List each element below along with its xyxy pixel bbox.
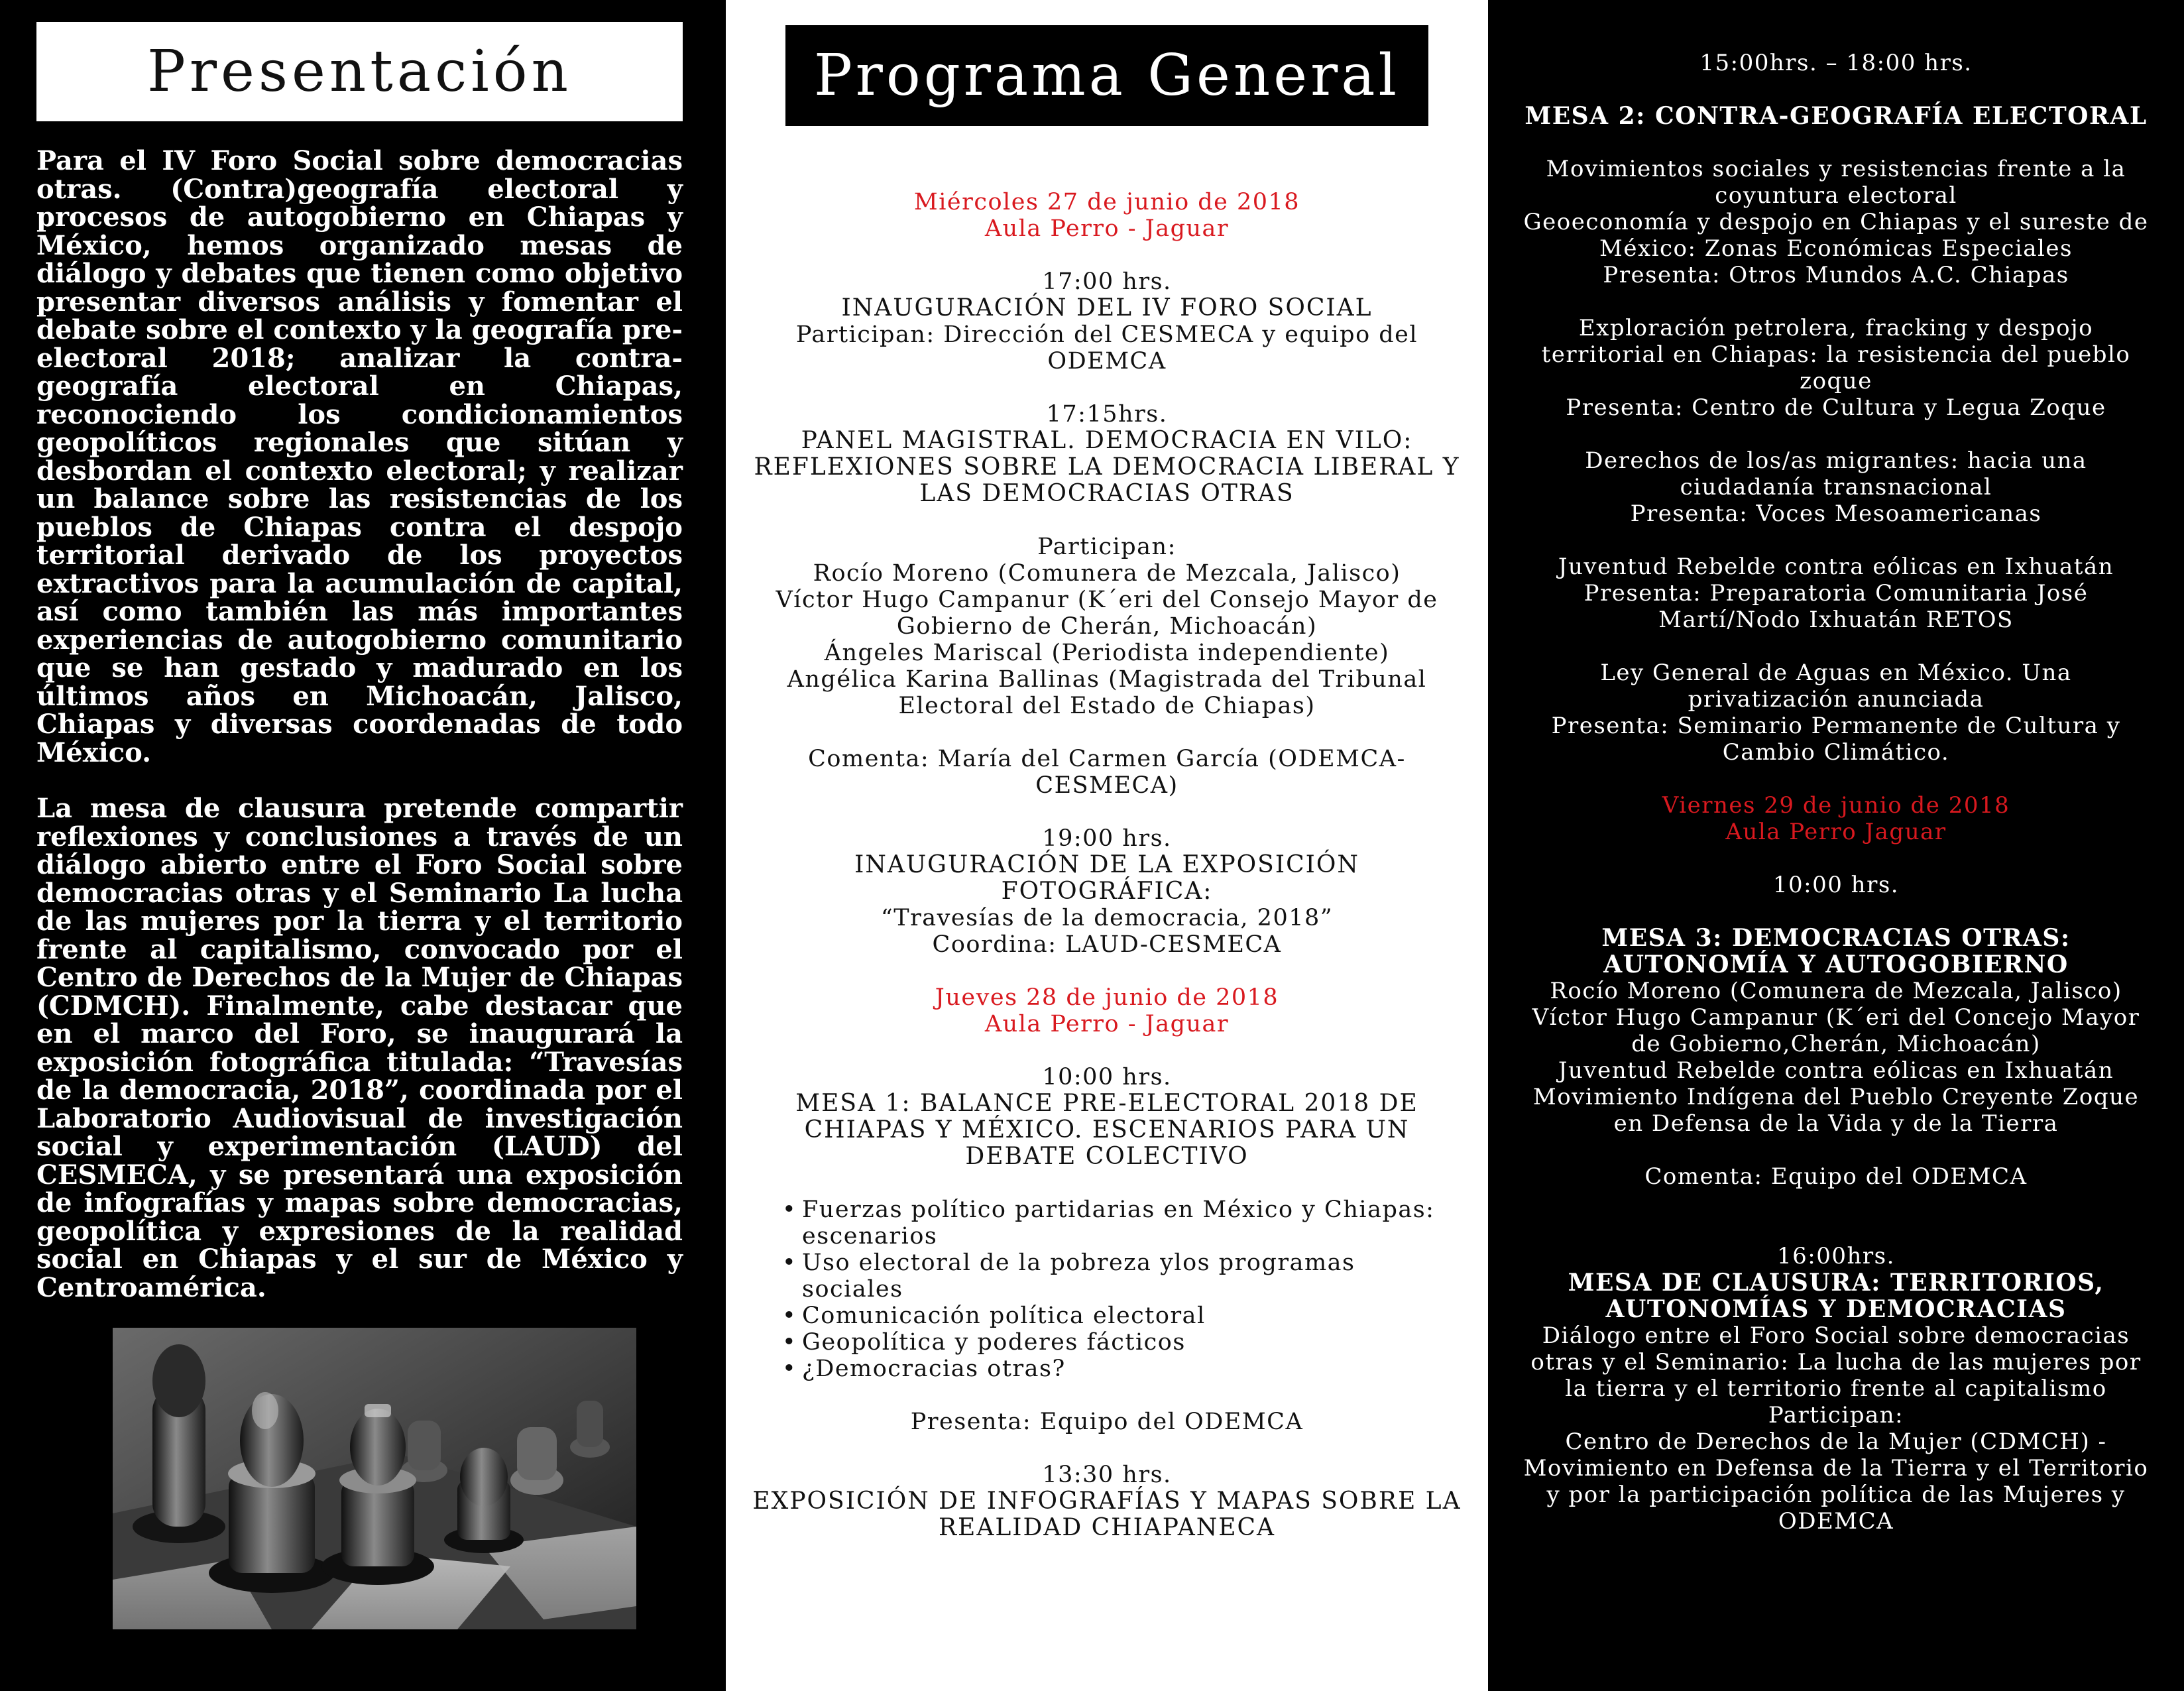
list-item: • Comunicación política electoral	[802, 1303, 1462, 1329]
e3-subtitle: “Travesías de la democracia, 2018”	[880, 905, 1334, 931]
mesa2-presenta: Presenta: Otros Mundos A.C. Chiapas	[1603, 262, 2069, 288]
e1-title: INAUGURACIÓN DEL IV FORO SOCIAL	[841, 294, 1373, 321]
mesa2-item: Geoeconomía y despojo en Chiapas y el sureste de México: Zonas Económicas Especiales	[1523, 209, 2149, 262]
day3-place: Aula Perro Jaguar	[1725, 819, 1947, 845]
e4-title: MESA 1: BALANCE PRE-ELECTORAL 2018 DE CHIAPAS Y MÉXICO. ESCENARIOS PARA UN DEBATE COLECTIVO	[795, 1090, 1418, 1170]
clausura-desc: Diálogo entre el Foro Social sobre democracias otras y el Seminario: La lucha de las mujeres por la tierra y el territorio frente al capitalismo	[1530, 1322, 2142, 1402]
e2-person: Rocío Moreno (Comunera de Mezcala, Jalisco)	[813, 560, 1401, 587]
e3-coord: Coordina: LAUD-CESMECA	[932, 931, 1282, 958]
mesa2-time: 15:00hrs. – 18:00 hrs.	[1699, 50, 1973, 76]
e2-time: 17:15hrs.	[1046, 401, 1168, 428]
programa-body	[752, 189, 1462, 1541]
mesa2-item: Juventud Rebelde contra eólicas en Ixhuatán	[1558, 554, 2114, 580]
list-item: • Geopolítica y poderes fácticos	[802, 1329, 1462, 1356]
day2-date: Jueves 28 de junio de 2018	[935, 984, 1279, 1011]
list-item: • ¿Democracias otras?	[802, 1356, 1462, 1382]
mesa3-person: Juventud Rebelde contra eólicas en Ixhuatán	[1558, 1057, 2114, 1084]
day2-place: Aula Perro - Jaguar	[984, 1011, 1230, 1037]
mesa3-title: MESA 3: DEMOCRACIAS OTRAS: AUTONOMÍA Y AUTOGOBIERNO	[1601, 924, 2071, 978]
e2-person: Víctor Hugo Campanur (K´eri del Consejo Mayor de Gobierno de Cherán, Michoacán)	[776, 587, 1438, 640]
e5-title: EXPOSICIÓN DE INFOGRAFÍAS Y MAPAS SOBRE LA REALIDAD CHIAPANECA	[752, 1487, 1462, 1541]
mesa2-item: Movimientos sociales y resistencias frente a la coyuntura electoral	[1546, 156, 2126, 209]
list-item: • Uso electoral de la pobreza ylos programas sociales	[802, 1250, 1462, 1303]
e3-time: 19:00 hrs.	[1042, 825, 1172, 852]
mesa2-presenta: Presenta: Preparatoria Comunitaria José Martí/Nodo Ixhuatán RETOS	[1583, 580, 2089, 633]
schedule-continued-column	[1488, 0, 2184, 1691]
schedule-continued-body	[1518, 50, 2154, 1535]
e2-title: PANEL MAGISTRAL. DEMOCRACIA EN VILO: REFLEXIONES SOBRE LA DEMOCRACIA LIBERAL Y LAS DEMOCRACIAS OTRAS	[754, 427, 1460, 507]
programa-column	[726, 0, 1488, 1691]
list-item: • Fuerzas político partidarias en México y Chiapas: escenarios	[802, 1196, 1462, 1250]
clausura-time: 16:00hrs.	[1777, 1243, 1895, 1269]
mesa2-item: Derechos de los/as migrantes: hacia una ciudadanía transnacional	[1585, 447, 2087, 500]
day1-date: Miércoles 27 de junio de 2018	[913, 189, 1300, 215]
presentacion-paragraph-1: Para el IV Foro Social sobre democracias otras. (Contra)geografía electoral y procesos de autogobierno en Chiapas y México, hemos organizado mesas de diálogo y debates que tienen como objetivo presentar diversos análisis y fomentar el debate sobre el contexto y la geografía pre-electoral 2018; analizar la contra-geografía electoral en Chiapas, reconociendo los condicionamientos geopolíticos regionales que sitúan y desbordan el contexto electoral; y realizar un balance sobre las resistencias de los pueblos de Chiapas contra el despojo territorial derivado de los proyectos extractivos para la acumulación de capital, así como también las más importantes experiencias de autogobierno comunitario que se han gestado y madurado en los últimos años en Michoacán, Jalisco, Chiapas y diversas coordenadas de todo México.	[36, 145, 683, 768]
mesa3-time: 10:00 hrs.	[1772, 872, 1900, 898]
e2-person: Ángeles Mariscal (Periodista independiente)	[824, 640, 1390, 666]
e4-bullet-list	[752, 1196, 1462, 1382]
day3-date: Viernes 29 de junio de 2018	[1662, 792, 2010, 819]
e2-participan: Participan:	[1037, 534, 1177, 560]
clausura-people: Centro de Derechos de la Mujer (CDMCH) -Movimiento en Defensa de la Tierra y el Territorio y por la participación política de las Mujeres y ODEMCA	[1523, 1429, 2149, 1535]
mesa2-presenta: Presenta: Centro de Cultura y Legua Zoque	[1566, 394, 2106, 421]
e1-time: 17:00 hrs.	[1042, 268, 1172, 295]
e1-desc: Participan: Dirección del CESMECA y equipo del ODEMCA	[795, 321, 1418, 375]
mesa3-person: Rocío Moreno (Comunera de Mezcala, Jalisco)	[1550, 978, 2122, 1004]
presentacion-column	[0, 0, 726, 1691]
mesa3-person: Víctor Hugo Campanur (K´eri del Concejo Mayor de Gobierno,Cherán, Michoacán)	[1532, 1004, 2140, 1057]
mesa2-title: MESA 2: CONTRA-GEOGRAFÍA ELECTORAL	[1524, 102, 2148, 130]
mesa3-person: Movimiento Indígena del Pueblo Creyente Zoque en Defensa de la Vida y de la Tierra	[1532, 1084, 2140, 1137]
e3-title: INAUGURACIÓN DE LA EXPOSICIÓN FOTOGRÁFICA:	[854, 851, 1359, 905]
clausura-participan: Participan:	[1768, 1402, 1904, 1429]
e4-time: 10:00 hrs.	[1042, 1064, 1172, 1090]
presentacion-paragraph-2: La mesa de clausura pretende compartir reflexiones y conclusiones a través de un diálogo abierto entre el Foro Social sobre democracias otras y el Seminario La lucha de las mujeres por la tierra y el territorio frente al capitalismo, convocado por el Centro de Derechos de la Mujer de Chiapas (CDMCH). Finalmente, cabe destacar que en el marco del Foro, se inaugurará la exposición fotográfica titulada: “Travesías de la democracia, 2018”, coordinada por el Laboratorio Audiovisual de investigación social y experimentación (LAUD) del CESMECA, y se presentará una exposición de infografías y mapas sobre democracias, geopolítica y expresiones de la realidad social en Chiapas y el sur de México y Centroamérica.	[36, 793, 683, 1303]
e5-time: 13:30 hrs.	[1042, 1462, 1172, 1488]
clausura-title: MESA DE CLAUSURA: TERRITORIOS, AUTONOMÍAS Y DEMOCRACIAS	[1568, 1269, 2104, 1323]
day1-place: Aula Perro - Jaguar	[984, 215, 1230, 242]
mesa2-presenta: Presenta: Seminario Permanente de Cultura y Cambio Climático.	[1551, 713, 2121, 766]
e4-presenta: Presenta: Equipo del ODEMCA	[910, 1409, 1304, 1435]
mesa3-comenta: Comenta: Equipo del ODEMCA	[1644, 1163, 2028, 1190]
programa-title: Programa General	[785, 25, 1428, 126]
mesa2-item: Ley General de Aguas en México. Una privatización anunciada	[1600, 660, 2072, 713]
presentacion-body	[36, 147, 683, 1330]
presentacion-title: Presentación	[36, 22, 683, 121]
e2-person: Angélica Karina Ballinas (Magistrada del Tribunal Electoral del Estado de Chiapas)	[787, 666, 1427, 719]
e2-comenta: Comenta: María del Carmen García (ODEMCA-CESMECA)	[808, 746, 1406, 799]
mesa2-presenta: Presenta: Voces Mesoamericanas	[1630, 500, 2042, 527]
chess-pieces-photo	[113, 1328, 636, 1629]
mesa2-item: Exploración petrolera, fracking y despojo territorial en Chiapas: la resistencia del pueblo zoque	[1541, 315, 2131, 394]
